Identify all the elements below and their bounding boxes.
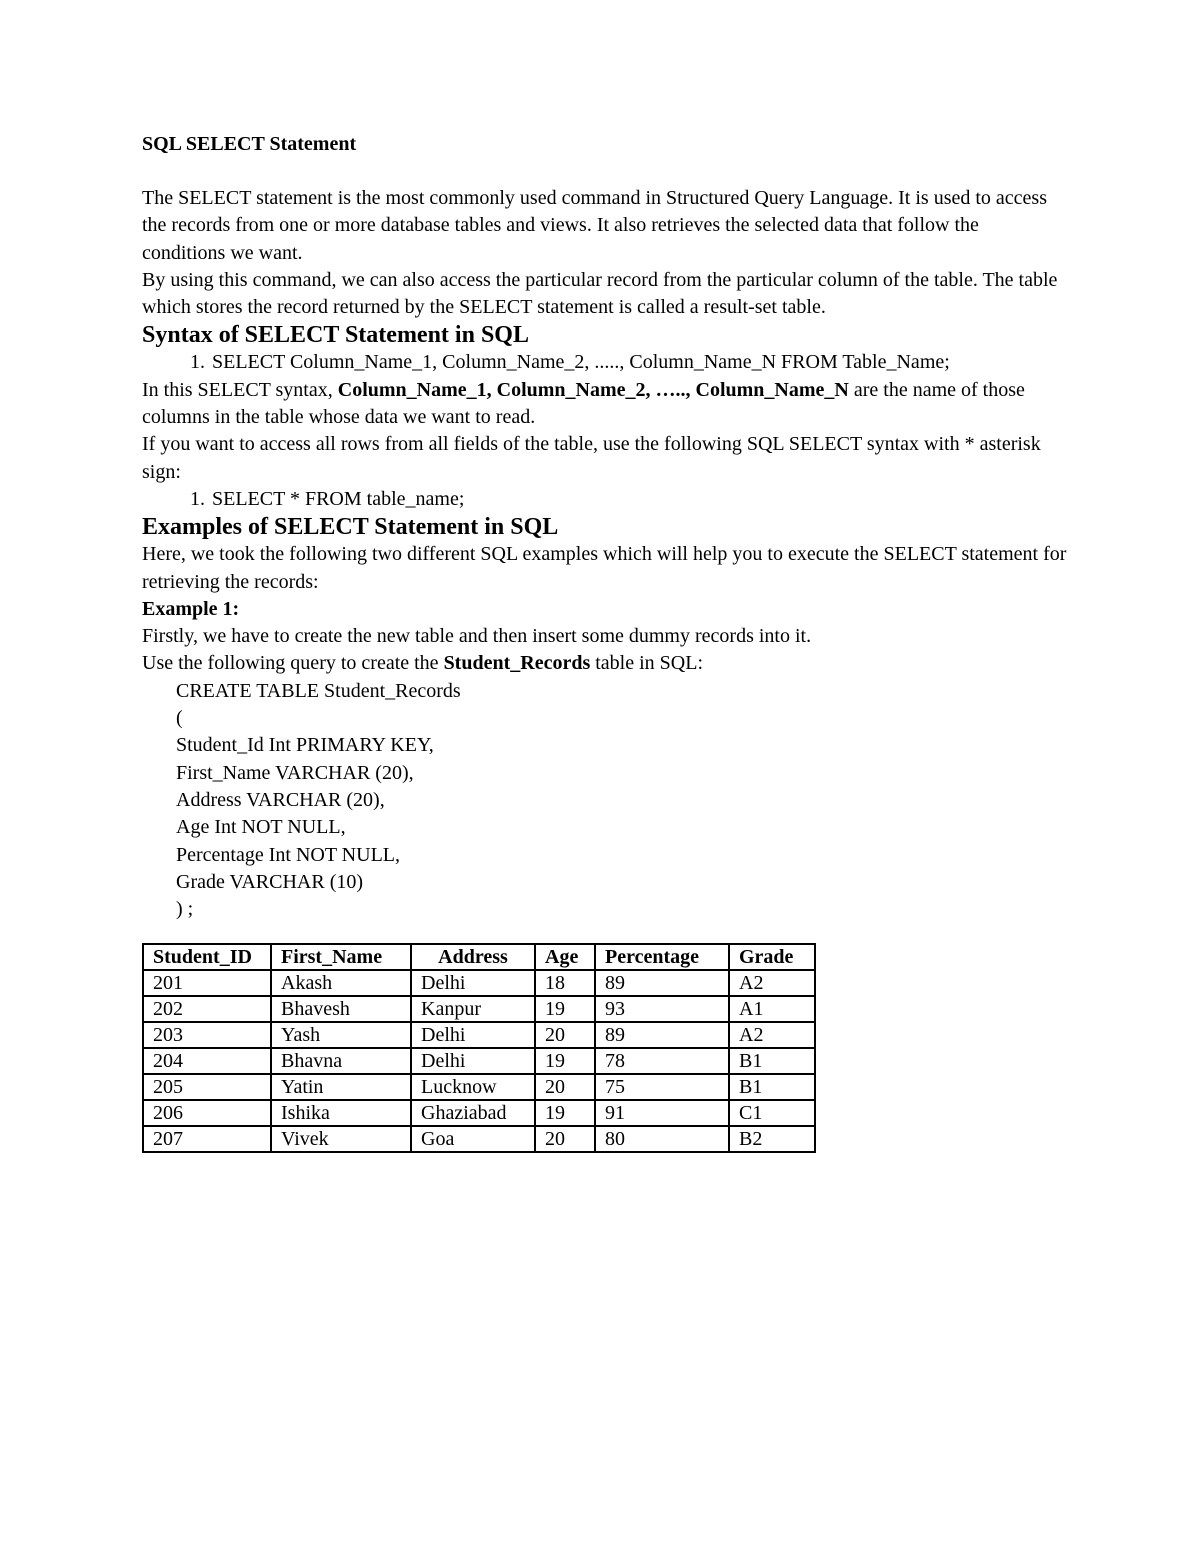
create-desc-table-name: Student_Records xyxy=(443,652,591,675)
cell-student-id: 201 xyxy=(143,970,271,996)
cell-percentage: 80 xyxy=(595,1126,729,1152)
cell-percentage: 89 xyxy=(595,970,729,996)
code-line: Student_Id Int PRIMARY KEY, xyxy=(176,734,434,757)
code-line: Grade VARCHAR (10) xyxy=(176,870,364,893)
example-1-description: Firstly, we have to create the new table and then insert some dummy records into it. xyxy=(142,625,812,648)
syntax-heading: Syntax of SELECT Statement in SQL xyxy=(142,322,529,349)
code-line: Age Int NOT NULL, xyxy=(176,816,346,839)
code-line: First_Name VARCHAR (20), xyxy=(176,761,414,784)
syntax-code-line: 1. SELECT Column_Name_1, Column_Name_2, ....., Column_Name_N FROM Table_Name; xyxy=(210,349,1067,376)
create-table-code xyxy=(142,678,1067,924)
cell-first-name: Bhavesh xyxy=(271,996,411,1022)
syntax-desc-columns: Column_Name_1, Column_Name_2, ….., Column_Name_N xyxy=(337,378,849,401)
student-records-table xyxy=(142,943,816,1153)
cell-grade: A1 xyxy=(729,996,815,1022)
cell-first-name: Bhavna xyxy=(271,1048,411,1074)
cell-percentage: 93 xyxy=(595,996,729,1022)
cell-age: 20 xyxy=(535,1126,595,1152)
document-title: SQL SELECT Statement xyxy=(142,133,357,155)
all-rows-code-list xyxy=(142,486,1067,513)
code-line: Percentage Int NOT NULL, xyxy=(176,843,401,866)
cell-first-name: Yash xyxy=(271,1022,411,1048)
cell-first-name: Vivek xyxy=(271,1126,411,1152)
table-row xyxy=(143,1100,815,1126)
code-line: Address VARCHAR (20), xyxy=(176,788,385,811)
create-desc-post: table in SQL: xyxy=(590,652,703,675)
cell-student-id: 202 xyxy=(143,996,271,1022)
cell-address: Delhi xyxy=(411,1048,535,1074)
example-1-label-text: Example 1: xyxy=(142,597,240,620)
examples-heading: Examples of SELECT Statement in SQL xyxy=(142,514,559,541)
table-header-row xyxy=(143,944,815,970)
cell-age: 20 xyxy=(535,1074,595,1100)
code-line: ) ; xyxy=(176,898,194,921)
syntax-description xyxy=(142,377,1067,432)
table-row xyxy=(143,1074,815,1100)
cell-age: 19 xyxy=(535,996,595,1022)
document-page xyxy=(142,131,1067,1153)
intro-paragraph-2: By using this command, we can also access the particular record from the particular column of the table. The table which stores the record returned by the SELECT statement is called a result-set table. xyxy=(142,268,1058,319)
example-1-label xyxy=(142,596,1067,623)
table-row xyxy=(143,970,815,996)
create-desc-pre: Use the following query to create the xyxy=(142,652,444,675)
cell-grade: A2 xyxy=(729,1022,815,1048)
create-table-description xyxy=(142,650,1067,677)
cell-student-id: 205 xyxy=(143,1074,271,1100)
code-line: CREATE TABLE Student_Records xyxy=(176,679,461,702)
intro-paragraph-1: The SELECT statement is the most commonly used command in Structured Query Language. It is used to access the records from one or more database tables and views. It also retrieves the selected data that follow the conditions we want. xyxy=(142,187,1047,264)
cell-address: Ghaziabad xyxy=(411,1100,535,1126)
header-student-id: Student_ID xyxy=(143,944,271,970)
header-age: Age xyxy=(535,944,595,970)
cell-age: 18 xyxy=(535,970,595,996)
table-row xyxy=(143,996,815,1022)
syntax-desc-post: are the name of those columns in the table whose data we want to read. xyxy=(142,378,1025,429)
cell-percentage: 91 xyxy=(595,1100,729,1126)
cell-grade: B1 xyxy=(729,1074,815,1100)
cell-grade: A2 xyxy=(729,970,815,996)
code-line: ( xyxy=(176,707,183,730)
cell-address: Delhi xyxy=(411,1022,535,1048)
cell-percentage: 75 xyxy=(595,1074,729,1100)
cell-student-id: 203 xyxy=(143,1022,271,1048)
cell-student-id: 206 xyxy=(143,1100,271,1126)
cell-address: Goa xyxy=(411,1126,535,1152)
cell-grade: B2 xyxy=(729,1126,815,1152)
cell-percentage: 89 xyxy=(595,1022,729,1048)
cell-address: Delhi xyxy=(411,970,535,996)
syntax-code-list xyxy=(142,349,1067,376)
cell-student-id: 204 xyxy=(143,1048,271,1074)
cell-age: 19 xyxy=(535,1100,595,1126)
header-percentage: Percentage xyxy=(595,944,729,970)
cell-student-id: 207 xyxy=(143,1126,271,1152)
all-rows-code-line: 1. SELECT * FROM table_name; xyxy=(210,486,1067,513)
cell-age: 20 xyxy=(535,1022,595,1048)
table-row xyxy=(143,1022,815,1048)
header-grade: Grade xyxy=(729,944,815,970)
cell-grade: B1 xyxy=(729,1048,815,1074)
examples-intro: Here, we took the following two different SQL examples which will help you to execute the SELECT statement for retrieving the records: xyxy=(142,543,1067,593)
cell-address: Lucknow xyxy=(411,1074,535,1100)
header-first-name: First_Name xyxy=(271,944,411,970)
all-rows-description: If you want to access all rows from all fields of the table, use the following SQL SELECT syntax with * asterisk sign: xyxy=(142,433,1041,483)
syntax-desc-pre: In this SELECT syntax, xyxy=(142,378,338,401)
cell-first-name: Akash xyxy=(271,970,411,996)
table-row xyxy=(143,1126,815,1152)
cell-grade: C1 xyxy=(729,1100,815,1126)
cell-address: Kanpur xyxy=(411,996,535,1022)
cell-first-name: Ishika xyxy=(271,1100,411,1126)
cell-age: 19 xyxy=(535,1048,595,1074)
table-row xyxy=(143,1048,815,1074)
header-address: Address xyxy=(411,944,535,970)
cell-first-name: Yatin xyxy=(271,1074,411,1100)
cell-percentage: 78 xyxy=(595,1048,729,1074)
